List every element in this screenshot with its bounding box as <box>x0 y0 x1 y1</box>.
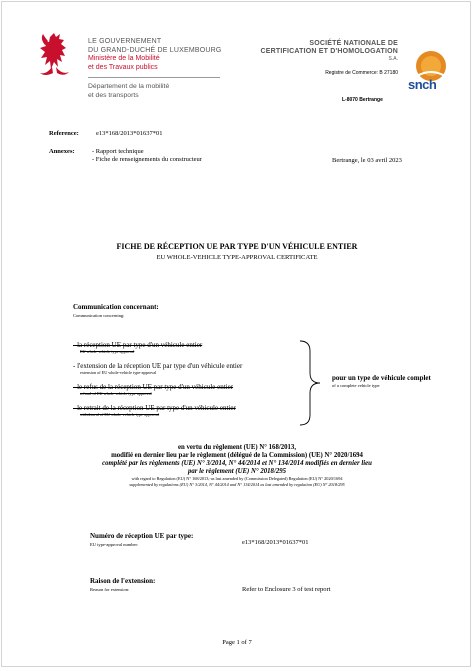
certificate-subtitle: EU WHOLE-VEHICLE TYPE-APPROVAL CERTIFICATE <box>156 254 318 261</box>
extension-reason-label: Raison de l'extension: <box>90 577 156 585</box>
certificate-title: FICHE DE RÉCEPTION UE PAR TYPE D'UN VÉHICULE ENTIER <box>116 242 358 251</box>
regulation-line-4: par le règlement (UE) N° 2018/295 <box>187 468 287 475</box>
snch-registre: Registre de Commerce: B 27180 <box>325 70 398 76</box>
reference-label: Reference: <box>49 130 79 137</box>
dept-line-2: et des transports <box>88 92 139 99</box>
item-en: withdrawal of EU whole-vehicle type-approval <box>80 412 160 417</box>
extension-reason-label-en: Reason for extension: <box>90 587 130 592</box>
reference-value: e13*168/2013*01637*01 <box>96 130 163 137</box>
regulation-line-3: complété par les règlements (UE) N° 3/2014, N° 44/2014 et N° 134/2014 modifiés en dernier lieu <box>102 460 372 467</box>
annex-item: - Fiche de renseignements du constructeur <box>92 156 202 163</box>
annex-item: - Rapport technique <box>92 148 144 155</box>
curly-brace-icon <box>298 339 322 427</box>
regulation-en-2: supplemented by regulations (EU) N° 3/2014, N° 44/2014 and N° 134/2014 as last amended by regulation (EU) N° 2018/295 <box>129 482 345 487</box>
annexes-list <box>92 148 202 164</box>
gov-line-2: DU GRAND-DUCHÉ DE LUXEMBOURG <box>88 46 222 54</box>
approval-number-label: Numéro de réception UE par type: <box>90 532 194 540</box>
communication-label-en: Communication concerning: <box>73 313 125 318</box>
place-date: Bertrange, le 03 avril 2023 <box>332 157 402 164</box>
extension-reason-value: Refer to Enclosure 3 of test report <box>242 586 331 593</box>
communication-label: Communication concernant: <box>73 303 159 311</box>
snch-logo-text: snch <box>408 77 437 92</box>
snch-address: L-8070 Bertrange <box>342 97 383 103</box>
list-item <box>73 362 303 383</box>
gov-header <box>88 38 258 100</box>
communication-items <box>73 341 303 425</box>
ministry-line-1: Ministère de la Mobilité <box>88 55 160 62</box>
vehicle-type-fr: pour un type de véhicule complet <box>332 374 431 382</box>
gov-divider <box>88 77 220 78</box>
list-item <box>73 341 303 362</box>
item-en: extension of EU whole-vehicle type-approval <box>80 370 157 375</box>
snch-line-1: SOCIÉTÉ NATIONALE DE <box>309 40 398 47</box>
item-en: refusal of EU whole-vehicle type-approval <box>80 391 152 396</box>
ministry-line-2: et des Travaux publics <box>88 63 158 71</box>
dept-line-1: Département de la mobilité <box>88 83 170 90</box>
luxembourg-lion-icon <box>36 31 76 81</box>
regulation-line-1: en vertu du règlement (UE) N° 168/2013, <box>177 444 297 451</box>
snch-sa: S.A. <box>388 56 398 62</box>
snch-logo <box>405 46 457 102</box>
document-page <box>1 1 471 667</box>
snch-header <box>260 40 398 76</box>
item-fr: - le refus de la réception UE par type d'un véhicule entier <box>73 383 234 391</box>
item-fr: - l'extension de la réception UE par type d'un véhicule entier <box>73 362 243 370</box>
vehicle-type-en: of a complete vehicle type <box>332 383 380 388</box>
item-en: EU whole-vehicle type approval <box>80 349 135 354</box>
gov-line-1: LE GOUVERNEMENT <box>88 38 162 45</box>
item-fr: - la réception UE par type d'un véhicule entier <box>73 341 203 349</box>
list-item <box>73 383 303 404</box>
regulation-en-1: with regard to Regulation (EU) N° 168/2013,-as last amended by (Commission Delegated) Regulation (EU) N° 2020/1694 <box>131 476 343 481</box>
annexes-label: Annexes: <box>49 148 75 155</box>
item-fr: - le retrait de la réception UE par type d'un véhicule entier <box>73 404 236 412</box>
regulation-line-2: modifié en dernier lieu par le règlement (délégué de la Commission) (UE) N° 2020/1694 <box>111 452 363 459</box>
approval-number-label-en: EU type-approval number: <box>90 542 139 547</box>
list-item <box>73 404 303 425</box>
regulation-block <box>2 444 472 488</box>
snch-line-2: CERTIFICATION ET D'HOMOLOGATION <box>260 48 398 55</box>
approval-number-value: e13*168/2013*01637*01 <box>242 539 309 546</box>
page-number: Page 1 of 7 <box>222 639 252 646</box>
